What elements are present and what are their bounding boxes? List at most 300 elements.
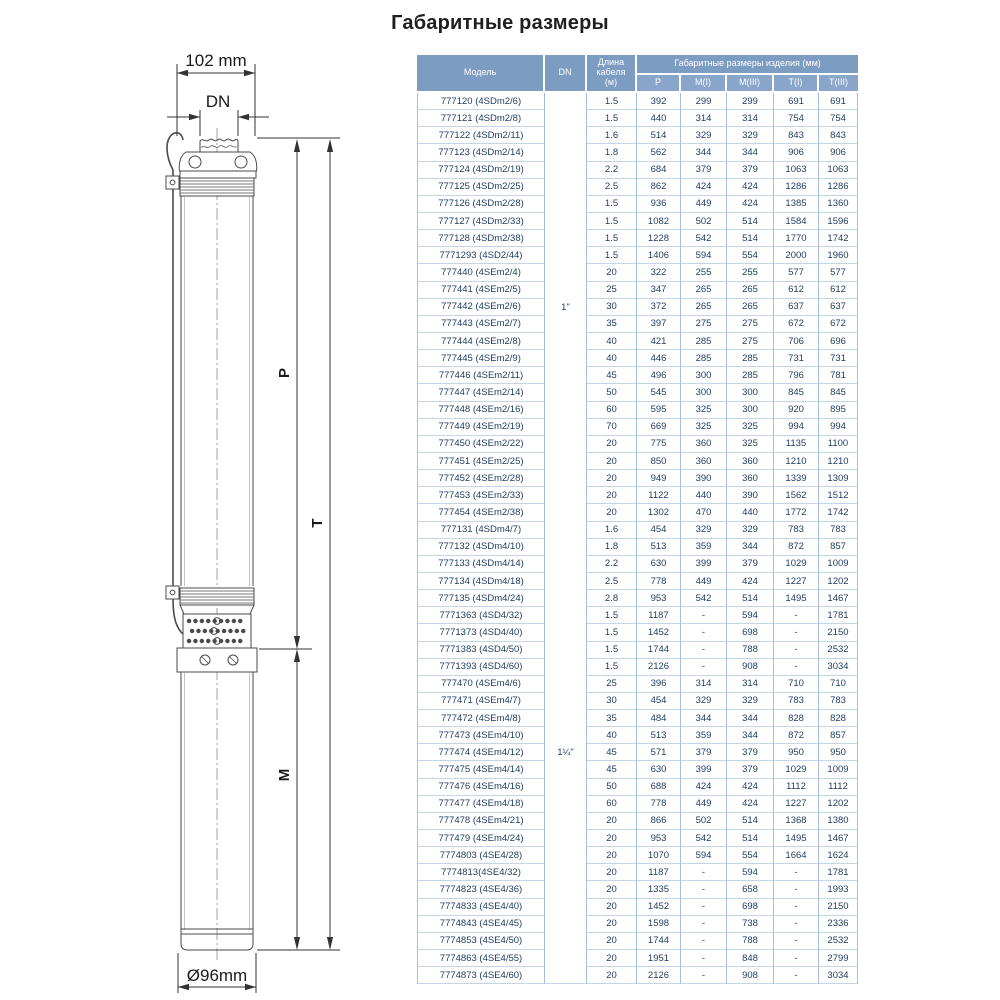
dim-value-cell: 857 (819, 539, 858, 556)
dim-value-cell: 496 (637, 367, 681, 384)
dim-value-cell: 691 (774, 93, 819, 110)
dim-value-cell: 3034 (819, 659, 858, 676)
dim-value-cell: 783 (774, 693, 819, 710)
dim-value-cell: 399 (681, 556, 727, 573)
model-cell: 7774843 (4SE4/45) (417, 916, 545, 933)
dim-value-cell: 449 (681, 796, 727, 813)
dim-value-cell: 314 (681, 676, 727, 693)
dim-value-cell: 1187 (637, 607, 681, 624)
dim-value-cell: 1772 (774, 504, 819, 521)
dim-value-cell: 1335 (637, 881, 681, 898)
dim-value-cell: 577 (774, 264, 819, 281)
dim-value-cell: 788 (727, 642, 774, 659)
dim-value-cell: 1210 (774, 453, 819, 470)
dim-value-cell: 275 (681, 316, 727, 333)
dim-value-cell: 1742 (819, 504, 858, 521)
cable-length-cell: 20 (587, 899, 637, 916)
model-cell: 7774863 (4SE4/55) (417, 950, 545, 967)
dim-value-cell: 1360 (819, 196, 858, 213)
model-cell: 777475 (4SEm4/14) (417, 761, 545, 778)
dim-value-cell: 594 (681, 247, 727, 264)
model-cell: 777450 (4SEm2/22) (417, 436, 545, 453)
dim-value-cell: 545 (637, 384, 681, 401)
dim-value-cell: 1009 (819, 556, 858, 573)
dim-value-cell: - (681, 659, 727, 676)
dim-value-cell: 424 (727, 196, 774, 213)
dim-value-cell: 1512 (819, 487, 858, 504)
dim-value-cell: 1742 (819, 230, 858, 247)
model-cell: 777479 (4SEm4/24) (417, 830, 545, 847)
dim-value-cell: 421 (637, 333, 681, 350)
dim-value-cell: 470 (681, 504, 727, 521)
dim-value-cell: 424 (727, 179, 774, 196)
model-cell: 777452 (4SEm2/28) (417, 470, 545, 487)
dim-value-cell: 265 (681, 299, 727, 316)
dim-value-cell: 314 (727, 676, 774, 693)
dim-value-cell: - (774, 659, 819, 676)
dim-value-cell: 949 (637, 470, 681, 487)
model-cell: 777126 (4SDm2/28) (417, 196, 545, 213)
discharge-port (200, 139, 238, 152)
dim-value-cell: 658 (727, 881, 774, 898)
cable-clamp-top (166, 176, 179, 189)
dim-value-cell: 424 (727, 796, 774, 813)
dim-value-cell: 669 (637, 419, 681, 436)
dim-value-cell: 2150 (819, 899, 858, 916)
dim-value-cell: 1210 (819, 453, 858, 470)
dim-value-cell: 454 (637, 522, 681, 539)
model-cell: 777444 (4SEm2/8) (417, 333, 545, 350)
dim-value-cell: 344 (681, 144, 727, 161)
dim-value-cell: 684 (637, 162, 681, 179)
dim-value-cell: 325 (727, 436, 774, 453)
cable-length-cell: 40 (587, 350, 637, 367)
dim-value-cell: - (681, 916, 727, 933)
dim-value-cell: 672 (819, 316, 858, 333)
cable-length-cell: 50 (587, 779, 637, 796)
cable-length-cell: 1.5 (587, 247, 637, 264)
dim-value-cell: 514 (727, 230, 774, 247)
dim-value-cell: 1380 (819, 813, 858, 830)
dim-value-cell: 754 (774, 110, 819, 127)
model-cell: 777474 (4SEm4/12) (417, 744, 545, 761)
cable-length-cell: 1.5 (587, 624, 637, 641)
dim-value-cell: 908 (727, 967, 774, 984)
model-cell: 777133 (4SDm4/14) (417, 556, 545, 573)
dim-value-cell: 344 (727, 727, 774, 744)
dim-value-cell: 2000 (774, 247, 819, 264)
model-cell: 777124 (4SDm2/19) (417, 162, 545, 179)
dim-value-cell: - (681, 967, 727, 984)
col-subheader-t(iii): T(III) (819, 75, 858, 93)
cable-length-cell: 20 (587, 487, 637, 504)
cable-length-cell: 20 (587, 967, 637, 984)
dim-value-cell: - (681, 950, 727, 967)
dim-value-cell: 1339 (774, 470, 819, 487)
model-cell: 777135 (4SDm4/24) (417, 590, 545, 607)
head-base (180, 171, 256, 178)
dim-value-cell: 1960 (819, 247, 858, 264)
model-cell: 777478 (4SEm4/21) (417, 813, 545, 830)
model-cell: 7771393 (4SD4/60) (417, 659, 545, 676)
dim-value-cell: - (774, 967, 819, 984)
dim-value-cell: 514 (727, 830, 774, 847)
dim-value-cell: 698 (727, 899, 774, 916)
cable-length-cell: 45 (587, 761, 637, 778)
dim-value-cell: 562 (637, 144, 681, 161)
dim-value-cell: 379 (681, 162, 727, 179)
cable-length-cell: 20 (587, 950, 637, 967)
dim-value-cell: 1584 (774, 213, 819, 230)
dim-value-cell: 1227 (774, 573, 819, 590)
cable-length-cell: 40 (587, 333, 637, 350)
dim-value-cell: 329 (727, 693, 774, 710)
dim-value-cell: 1781 (819, 864, 858, 881)
dim-value-cell: 1029 (774, 761, 819, 778)
dim-value-cell: 329 (727, 127, 774, 144)
dim-value-cell: 783 (819, 522, 858, 539)
dim-value-cell: 329 (681, 127, 727, 144)
dim-value-cell: 1562 (774, 487, 819, 504)
dim-value-cell: 329 (727, 522, 774, 539)
dim-label-p: P (276, 367, 293, 379)
dim-value-cell: 514 (727, 813, 774, 830)
model-cell: 777470 (4SEm4/6) (417, 676, 545, 693)
dim-value-cell: 440 (681, 487, 727, 504)
model-cell: 777476 (4SEm4/16) (417, 779, 545, 796)
dim-value-cell: 778 (637, 796, 681, 813)
dim-value-cell: 379 (727, 556, 774, 573)
dim-value-cell: 1744 (637, 642, 681, 659)
dim-value-cell: 1495 (774, 590, 819, 607)
cable-length-cell: 1.5 (587, 607, 637, 624)
dn-group-value: 1" (545, 93, 587, 522)
cable-length-cell: 60 (587, 796, 637, 813)
cable-length-cell: 70 (587, 419, 637, 436)
dim-value-cell: 1993 (819, 881, 858, 898)
cable-length-cell: 20 (587, 830, 637, 847)
dim-value-cell: 454 (637, 693, 681, 710)
dim-value-cell: 1452 (637, 624, 681, 641)
dim-value-cell: 542 (681, 230, 727, 247)
dim-value-cell: 1467 (819, 830, 858, 847)
dim-value-cell: 397 (637, 316, 681, 333)
dim-value-cell: 672 (774, 316, 819, 333)
model-cell: 777441 (4SEm2/5) (417, 282, 545, 299)
dim-value-cell: 1112 (819, 779, 858, 796)
dim-value-cell: 571 (637, 744, 681, 761)
dim-value-cell: 344 (727, 144, 774, 161)
dim-value-cell: 1302 (637, 504, 681, 521)
model-cell: 7774833 (4SE4/40) (417, 899, 545, 916)
dim-value-cell: 1624 (819, 847, 858, 864)
col-subheader-p: P (637, 75, 681, 93)
dim-value-cell: 1385 (774, 196, 819, 213)
dim-value-cell: 379 (727, 761, 774, 778)
model-cell: 777123 (4SDm2/14) (417, 144, 545, 161)
cable-length-cell: 60 (587, 402, 637, 419)
dim-value-cell: 953 (637, 830, 681, 847)
dim-value-cell: 424 (727, 779, 774, 796)
dim-value-cell: 392 (637, 93, 681, 110)
dim-value-cell: 828 (774, 710, 819, 727)
dim-value-cell: 1495 (774, 830, 819, 847)
dim-value-cell: 862 (637, 179, 681, 196)
dim-value-cell: - (681, 607, 727, 624)
cable-length-cell: 2.5 (587, 573, 637, 590)
model-cell: 7771363 (4SD4/32) (417, 607, 545, 624)
cable-length-cell: 25 (587, 282, 637, 299)
dim-value-cell: 828 (819, 710, 858, 727)
dim-value-cell: 379 (681, 744, 727, 761)
dim-value-cell: - (774, 864, 819, 881)
dim-value-cell: 299 (681, 93, 727, 110)
dim-value-cell: 440 (637, 110, 681, 127)
dim-value-cell: 513 (637, 539, 681, 556)
dim-value-cell: 255 (727, 264, 774, 281)
dim-value-cell: 542 (681, 590, 727, 607)
dim-value-cell: 710 (819, 676, 858, 693)
model-cell: 7774803 (4SE4/28) (417, 847, 545, 864)
model-cell: 7771383 (4SD4/50) (417, 642, 545, 659)
dim-label-bottom-diameter: Ø96mm (186, 966, 248, 985)
dim-value-cell: - (681, 624, 727, 641)
dim-value-cell: 1452 (637, 899, 681, 916)
dim-value-cell: 691 (819, 93, 858, 110)
model-cell: 777132 (4SDm4/10) (417, 539, 545, 556)
model-cell: 777131 (4SDm4/7) (417, 522, 545, 539)
dim-value-cell: 1406 (637, 247, 681, 264)
coupling-flange (177, 648, 257, 672)
cable-length-cell: 35 (587, 316, 637, 333)
dim-value-cell: 1598 (637, 916, 681, 933)
dim-value-cell: 446 (637, 350, 681, 367)
dim-value-cell: - (774, 624, 819, 641)
pump-dimensional-drawing (0, 0, 420, 1000)
model-cell: 777128 (4SDm2/38) (417, 230, 545, 247)
model-cell: 777454 (4SEm2/38) (417, 504, 545, 521)
cable-length-cell: 2.2 (587, 162, 637, 179)
cable-length-cell: 1.5 (587, 196, 637, 213)
dim-value-cell: 906 (774, 144, 819, 161)
dim-value-cell: 329 (681, 522, 727, 539)
cable-length-cell: 1.8 (587, 539, 637, 556)
dim-value-cell: 1228 (637, 230, 681, 247)
dim-value-cell: 314 (727, 110, 774, 127)
dim-value-cell: 1187 (637, 864, 681, 881)
cable-length-cell: 1.8 (587, 144, 637, 161)
dim-value-cell: 285 (727, 367, 774, 384)
model-cell: 777445 (4SEm2/9) (417, 350, 545, 367)
cable-length-cell: 1.5 (587, 230, 637, 247)
dim-value-cell: 347 (637, 282, 681, 299)
dim-value-cell: 3034 (819, 967, 858, 984)
model-cell: 777451 (4SEm2/25) (417, 453, 545, 470)
dim-value-cell: 1664 (774, 847, 819, 864)
dim-value-cell: 1368 (774, 813, 819, 830)
cable-length-cell: 30 (587, 299, 637, 316)
dim-value-cell: 637 (819, 299, 858, 316)
dim-value-cell: 299 (727, 93, 774, 110)
dim-value-cell: 554 (727, 847, 774, 864)
cable-length-cell: 1.6 (587, 522, 637, 539)
dim-value-cell: 2799 (819, 950, 858, 967)
dim-value-cell: 1100 (819, 436, 858, 453)
dim-value-cell: 502 (681, 813, 727, 830)
dim-value-cell: 1202 (819, 796, 858, 813)
dim-value-cell: 906 (819, 144, 858, 161)
dim-value-cell: 360 (681, 436, 727, 453)
dim-label-t: T (309, 518, 326, 528)
dim-value-cell: 265 (727, 282, 774, 299)
model-cell: 777471 (4SEm4/7) (417, 693, 545, 710)
model-cell: 777447 (4SEm2/14) (417, 384, 545, 401)
dim-value-cell: 577 (819, 264, 858, 281)
dim-value-cell: - (681, 881, 727, 898)
dim-value-cell: 344 (727, 710, 774, 727)
dim-value-cell: 994 (819, 419, 858, 436)
cable-length-cell: 30 (587, 693, 637, 710)
dim-label-m: M (276, 768, 293, 782)
dim-value-cell: 554 (727, 247, 774, 264)
dim-value-cell: 1070 (637, 847, 681, 864)
cable-length-cell: 50 (587, 384, 637, 401)
model-cell: 777443 (4SEm2/7) (417, 316, 545, 333)
dim-value-cell: 1744 (637, 933, 681, 950)
dim-value-cell: 325 (681, 419, 727, 436)
dim-value-cell: 300 (727, 402, 774, 419)
dim-value-cell: - (681, 899, 727, 916)
dim-value-cell: 775 (637, 436, 681, 453)
dim-value-cell: 731 (774, 350, 819, 367)
dim-value-cell: 1122 (637, 487, 681, 504)
dim-value-cell: 848 (727, 950, 774, 967)
dim-value-cell: 908 (727, 659, 774, 676)
dim-value-cell: 778 (637, 573, 681, 590)
dim-value-cell: 950 (774, 744, 819, 761)
dim-value-cell: 783 (819, 693, 858, 710)
pump-outline (166, 128, 257, 962)
dim-value-cell: 594 (727, 607, 774, 624)
dim-value-cell: 300 (727, 384, 774, 401)
dim-value-cell: 738 (727, 916, 774, 933)
col-header-dn: DN (545, 55, 587, 93)
dim-value-cell: 630 (637, 761, 681, 778)
dim-value-cell: 1770 (774, 230, 819, 247)
dim-value-cell: 630 (637, 556, 681, 573)
dim-value-cell: - (774, 642, 819, 659)
dim-value-cell: 300 (681, 367, 727, 384)
dimensions-table (417, 55, 858, 984)
dim-value-cell: 285 (727, 350, 774, 367)
dim-value-cell: 857 (819, 727, 858, 744)
model-cell: 7774853 (4SE4/50) (417, 933, 545, 950)
dim-value-cell: 594 (681, 847, 727, 864)
dim-value-cell: 2126 (637, 659, 681, 676)
cable-length-cell: 20 (587, 916, 637, 933)
dim-value-cell: 1227 (774, 796, 819, 813)
dim-value-cell: 513 (637, 727, 681, 744)
dim-value-cell: 390 (727, 487, 774, 504)
model-cell: 777473 (4SEm4/10) (417, 727, 545, 744)
dim-value-cell: 542 (681, 830, 727, 847)
dim-value-cell: 843 (774, 127, 819, 144)
model-cell: 7771373 (4SD4/40) (417, 624, 545, 641)
dim-value-cell: 950 (819, 744, 858, 761)
dim-value-cell: 850 (637, 453, 681, 470)
dim-value-cell: 637 (774, 299, 819, 316)
dim-value-cell: 285 (681, 333, 727, 350)
dim-value-cell: 1063 (819, 162, 858, 179)
dim-value-cell: 440 (727, 504, 774, 521)
dim-value-cell: 502 (681, 213, 727, 230)
dim-label-top-width: 102 mm (185, 51, 247, 70)
cable-length-cell: 2.5 (587, 179, 637, 196)
dim-value-cell: 514 (727, 213, 774, 230)
dim-value-cell: 275 (727, 316, 774, 333)
dim-value-cell: 359 (681, 539, 727, 556)
dim-label-dn: DN (205, 92, 231, 111)
cable-length-cell: 45 (587, 744, 637, 761)
cable-length-cell: 1.5 (587, 213, 637, 230)
dim-value-cell: 1029 (774, 556, 819, 573)
dim-value-cell: - (681, 864, 727, 881)
dim-value-cell: 936 (637, 196, 681, 213)
dim-value-cell: 866 (637, 813, 681, 830)
dim-value-cell: 322 (637, 264, 681, 281)
dim-value-cell: 698 (727, 624, 774, 641)
dim-value-cell: 731 (819, 350, 858, 367)
dim-value-cell: 344 (681, 710, 727, 727)
col-subheader-t(i): T(I) (774, 75, 819, 93)
dim-value-cell: 1112 (774, 779, 819, 796)
dim-value-cell: 360 (681, 453, 727, 470)
page-title: Габаритные размеры (391, 12, 609, 34)
dim-value-cell: 424 (681, 779, 727, 796)
dim-value-cell: 390 (681, 470, 727, 487)
cable-length-cell: 20 (587, 881, 637, 898)
dim-value-cell: 514 (727, 590, 774, 607)
dim-value-cell: 845 (774, 384, 819, 401)
model-cell: 777472 (4SEm4/8) (417, 710, 545, 727)
dim-value-cell: - (774, 916, 819, 933)
dim-value-cell: 449 (681, 573, 727, 590)
model-cell: 777453 (4SEm2/33) (417, 487, 545, 504)
cable-length-cell: 20 (587, 813, 637, 830)
cable-length-cell: 20 (587, 933, 637, 950)
dim-value-cell: 845 (819, 384, 858, 401)
dim-value-cell: 2532 (819, 933, 858, 950)
dim-value-cell: 2126 (637, 967, 681, 984)
dim-value-cell: - (774, 881, 819, 898)
dim-value-cell: - (774, 950, 819, 967)
dim-value-cell: 379 (727, 744, 774, 761)
dim-value-cell: 783 (774, 522, 819, 539)
dim-value-cell: 1202 (819, 573, 858, 590)
dim-value-cell: 399 (681, 761, 727, 778)
dim-value-cell: 360 (727, 453, 774, 470)
dim-value-cell: 1063 (774, 162, 819, 179)
dim-value-cell: 344 (727, 539, 774, 556)
cable-length-cell: 20 (587, 453, 637, 470)
dim-value-cell: 1135 (774, 436, 819, 453)
col-header-dimensions-group: Габаритные размеры изделия (мм) (637, 55, 858, 75)
dim-value-cell: 2336 (819, 916, 858, 933)
cable-length-cell: 20 (587, 864, 637, 881)
dim-value-cell: 710 (774, 676, 819, 693)
dim-value-cell: 612 (819, 282, 858, 299)
dim-value-cell: 325 (727, 419, 774, 436)
